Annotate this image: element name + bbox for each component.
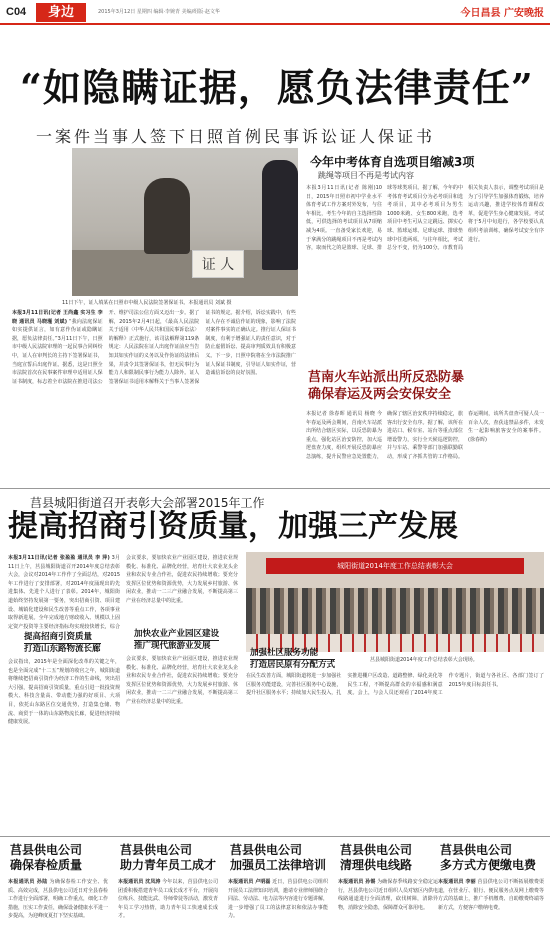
brief-4-body: 本报通讯员 孙锡 为确保春季线路安全稳定运行，莒县供电公司近日组织人员对辖区内供电线路通道进行全面清理，砍伐树障，清除异物，消除安全隐患，保障群众可靠用电。 xyxy=(338,879,438,911)
witness-sign: 证 人 xyxy=(192,250,244,278)
brief-1-title: 莒县供电公司 确保春检质量 xyxy=(10,843,83,872)
big-body-3a: 会议要求，要加快农业产业园区建设，推进农业规模化、标准化、品牌化经营，培育壮大农业龙头企业和农民专业合作社，促进农民持续增收；要充分发挥区位优势和资源优势，大力发展乡村旅游、休闲农业，推动一二三产业融合发展，不断提高第三产业在经济总量中的比重。 xyxy=(126,555,238,604)
brief-3-body: 本报通讯员 卢明磊 近日，莒县供电公司组织开展员工法律知识培训，邀请专业律师围绕合同法、劳动法、电力法等内容进行专题讲解，进一步增强了员工的法律意识和依法办事能力。 xyxy=(228,879,328,920)
section-divider-1 xyxy=(0,488,550,489)
big-body-3b: 会议要求，要加快农业产业园区建设，推进农业规模化、标准化、品牌化经营，培育壮大农业龙头企业和农民专业合作社，促进农民持续增收；要充分发挥区位优势和资源优势，大力发展乡村旅游、休闲农业，推动一二三产业融合发展，不断提高第三产业在经济总量中的比重。 xyxy=(126,656,238,705)
brief-2-title: 莒县供电公司 助力青年员工成才 xyxy=(120,843,217,872)
meeting-photo xyxy=(246,552,544,652)
big-text-1: 3月11日上午，莒县城阳街道召开2014年度总结表彰大会，会议对2014年工作作了全面总结，对2015年工作进行了安排部署，对2014年度涌现出的先进集体、先进个人进行了表彰。2014年，城阳街道始终坚持发展第一要务，突出招商引资、项目建设、城镇化建设和民生改善等重点工作，各项事业取得新进展。全年完成地方财政收入、规模以上固定资产投资等主要经济指标均实现较快增长，综合 xyxy=(8,555,120,629)
issue-meta: 2015年3月12日 星期四 编辑·李婉青 美编/组版·赵文华 xyxy=(98,9,220,15)
brief-5-body: 本报通讯员 李丽 莒县供电公司不断拓展缴费渠道，在营业厅、银行、便民服务点及网上缴费等方式的基础上，推广手机缴费、自助缴费终端等新方式，方便客户缴纳电费。 xyxy=(438,879,544,911)
meeting-photo-caption: 莒县城阳街道2014年度工作总结表彰大会现场。 xyxy=(370,657,478,663)
railway-police-headline: 莒南火车站派出所反恐防暴确保春运及两会安保安全 xyxy=(308,370,465,402)
lead-subheadline: 一案件当事人签下日照首例民事诉讼证人保证书 xyxy=(36,127,436,146)
page-number: C04 xyxy=(6,6,27,18)
photo-bailiff xyxy=(262,160,298,270)
lead-byline: 本报3月11日讯(记者 王尚鑫 实习生 李晓 通讯员 马晓瑾 刘斌) xyxy=(12,310,103,325)
page-header xyxy=(0,0,550,24)
section-badge: 身边 xyxy=(36,3,86,22)
brief-5-title: 莒县供电公司 多方式方便缴电费 xyxy=(440,843,537,872)
lead-headline: “如隐瞒证据，愿负法律责任” xyxy=(20,65,534,110)
sub-headline-investment: 提高招商引资质量 打造山东路物流长廊 xyxy=(24,632,101,654)
court-photo xyxy=(72,148,298,296)
brief-1-body: 本报通讯员 孙陆 为确保春检工作安全、优质、高效完成，莒县供电公司近日对全县春检工作进行全面部署，明确工作重点，细化工作措施，压实工作责任，确保设备健康水平进一步提高，为迎峰度夏打下坚实基础。 xyxy=(8,879,108,920)
court-photo-caption: 11日下午，证人填某在日照市中级人民法院签署保证书。本报通讯员 刘斌 摄 xyxy=(62,300,232,306)
section-divider-2 xyxy=(0,836,550,837)
meeting-banner: 城阳街道2014年度工作总结表彰大会 xyxy=(266,558,524,574)
pe-exam-subheadline: 跳绳等项目不再是考试内容 xyxy=(318,171,414,180)
lead-body xyxy=(12,309,296,485)
pe-exam-headline: 今年中考体育自选项目缩减3项 xyxy=(310,155,475,169)
big-kicker: 莒县城阳街道召开表彰大会部署2015年工作 xyxy=(30,496,265,510)
big-body-4: 在民生改善方面，城阳街道将进一步加强社区服务功能建设，完善社区服务中心设施，提升社区服务水平；持续加大民生投入，扎实推进棚户区改造、道路整修、绿化美化等民生工程，不断提高群众的幸福感和满意度。会上，与会人员还观看了2014年度工作专题片，街道与各社区、各部门签订了2015年度目标责任书。 xyxy=(246,673,544,697)
big-headline: 提高招商引资质量，加强三产发展 xyxy=(8,509,458,544)
lead-text: “我向法庭保证如实提供证言，如有意作伪证或隐瞒证据，愿负法律责任。”3月11日下午，日照市中级人民法院审理的一起民事合同纠纷中，证人在审判长的主持下签署保证书，当庭宣誓后出庭作证。据悉，这是日照全市法院首次在民事案件审理中适用证人保证书制度，标志着全市法院在推进司法公开、维护司法公信方面又迈出一步。据了解，2015年2月4日起，《最高人民法院关于适用〈中华人民共和国民事诉讼法〉的解释》正式施行，该司法解释第119条规定：人民法院在证人出庭作证前应当告知其如实作证的义务以及作伪证的法律后果，并责令其签署保证书，但无民事行为能力人和限制民事行为能力人除外。证人签署保证书适用本解释关于当事人签署保证书的规定。据介绍，诉讼实践中，有些证人存在不诚信作证的现象，影响了法院对案件事实的正确认定。推行证人保证书制度，有利于增强证人的责任意识，对于防止虚假诉讼、提高审判质效具有积极意义。下一步，日照中院将在全市法院推广证人保证书制度，引导证人如实作证，营造诚信诉讼的良好氛围。 xyxy=(12,310,296,385)
big-byline: 本报3月11日讯(记者 张盈盈 通讯员 李 萍) xyxy=(8,555,110,561)
big-body-1 xyxy=(8,554,120,629)
pe-exam-body: 本报3月11日讯(记者 陈刚)10日，2015年日照市初中学业水平体育考试工作方案对外发布，与往年相比，考生今年的自主选择性降低，可供选择的考试项目从7项缩减为4项。一直备受家长欢迎，易于拿满分的跳绳项目不再是考试内容，取而代之的是篮球、足球、排球等球类项目。据了解，今年的中考体育考试项目分为必考项目和选考项目，其中必考项目为男生1000米跑、女生800米跑，选考项目中考生可从立定跳远、掷实心球、篮球运球、足球运球、排球垫球中任选两项。与往年相比，考试总分不变，仍为100分。市教育局相关负责人表示，调整考试项目是为了引导学生加强体育锻炼，培养运动兴趣，推进学校体育课程改革，促进学生身心健康发展。考试将于5月中旬进行，各学校要认真组织考前训练，确保考试安全有序进行。 xyxy=(306,185,544,252)
newspaper-name: 今日昌县 广安晚报 xyxy=(460,8,544,19)
header-rule xyxy=(0,23,550,25)
big-body-2: 会议指出，2015年是全面深化改革的关键之年，也是全面完成“十二五”规划的收官之年，城阳街道将继续把招商引资作为经济工作的生命线，突出招大引强，提高招商引资质量，重点引进一批投资规模大、科技含量高、带动能力强的好项目、大项目，依托山东路区位交通优势，打造集仓储、物流、商贸于一体的山东路物流长廊，促进经济持续健康发展。 xyxy=(8,659,120,726)
sub-headline-community: 加强社区服务功能 打造居民原有分配方式 xyxy=(250,648,336,670)
brief-4-title: 莒县供电公司 清理供电线路 xyxy=(340,843,413,872)
photo-witness xyxy=(144,178,190,254)
railway-police-body: 本报记者 徐春晖 通讯员 杨晓 今年春运及两会期间，莒南火车站派出所结合辖区实际，以反恐防暴为重点，强化站区治安防控，加大巡逻盘查力度，组织开展反恐防暴应急演练，提升民警应急处置能力，确保了辖区治安秩序持续稳定，旅客出行安全有序。据了解，该所在进站口、候车室、站台等重点部位增设警力，实行全天候巡逻防控，并与车站、乘警等部门加强联勤联动，形成了齐抓共管的工作格局。春运期间，该所共盘查可疑人员一百余人次，查获违禁品多件，未发生一起影响旅客安全的案事件。(徐春晖) xyxy=(306,411,544,460)
sub-headline-agriculture: 加快农业产业园区建设 推广现代旅游业发展 xyxy=(134,629,220,651)
brief-2-body: 本报通讯员 沈凤涛 今年以来，莒县供电公司团委积极搭建青年员工成长成才平台，开展岗位练兵、技能比武、导师带徒等活动，激发青年员工学习热情，助力青年员工快速成长成才。 xyxy=(118,879,218,920)
brief-3-title: 莒县供电公司 加强员工法律培训 xyxy=(230,843,327,872)
